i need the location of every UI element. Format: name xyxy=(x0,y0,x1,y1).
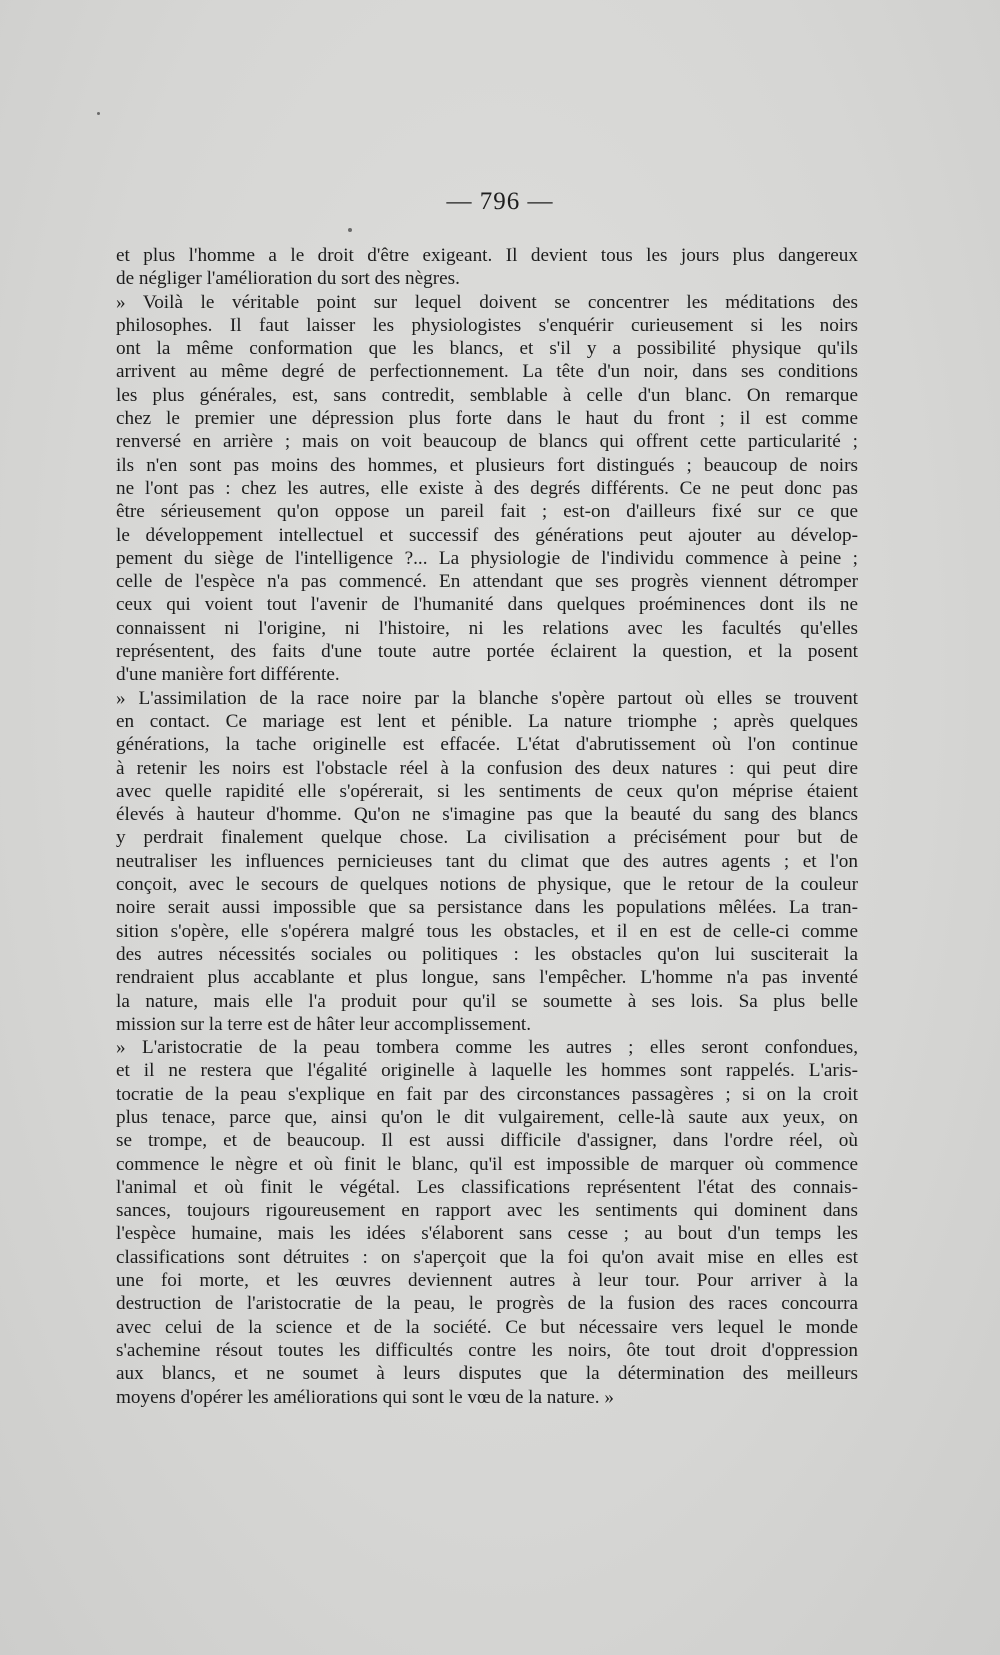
text-line: avec celui de la science et de la société. Ce but nécessaire vers lequel le monde xyxy=(116,1316,858,1338)
text-line: sances, toujours rigoureusement en rapport avec les sentiments qui dominent dans xyxy=(116,1200,858,1222)
text-line: à retenir les noirs est l'obstacle réel à la confusion des deux natures : qui peut dire xyxy=(116,757,858,779)
text-line: celle de l'espèce n'a pas commencé. En attendant que ses progrès viennent détromper xyxy=(116,571,858,593)
text-line: chez le premier une dépression plus forte dans le haut du front ; il est comme xyxy=(116,408,858,430)
text-line: ne l'ont pas : chez les autres, elle existe à des degrés différents. Ce ne peut donc pas xyxy=(116,477,858,499)
text-line: plus tenace, parce que, ainsi qu'on le dit vulgairement, celle-là saute aux yeux, on xyxy=(116,1106,858,1128)
text-line: moyens d'opérer les améliorations qui sont le vœu de la nature. » xyxy=(116,1386,614,1408)
text-line: sition s'opère, elle s'opérera malgré tous les obstacles, et il en est de celle-ci comme xyxy=(116,920,858,942)
text-line: neutraliser les influences pernicieuses tant du climat que des autres agents ; et l'on xyxy=(116,850,858,872)
text-line: y perdrait finalement quelque chose. La civilisation a précisément pour but de xyxy=(116,827,858,849)
text-line: philosophes. Il faut laisser les physiologistes s'enquérir curieusement si les noirs xyxy=(116,314,858,336)
text-line: » L'assimilation de la race noire par la blanche s'opère partout où elles se trouvent xyxy=(116,687,858,709)
text-line: conçoit, avec le secours de quelques notions de physique, que le retour de la couleur xyxy=(116,874,858,896)
text-line: avec quelle rapidité elle s'opérerait, si les sentiments de ceux qu'on méprise étaient xyxy=(116,780,858,802)
text-line: élevés à hauteur d'homme. Qu'on ne s'imagine pas que la beauté du sang des blancs xyxy=(116,804,858,826)
text-line: connaissent ni l'origine, ni l'histoire, ni les relations avec les facultés qu'elles xyxy=(116,617,858,639)
text-line: une foi morte, et les œuvres deviennent autres à leur tour. Pour arriver à la xyxy=(116,1270,858,1292)
text-line: être sérieusement qu'on oppose un pareil fait ; est-on d'ailleurs fixé sur ce que xyxy=(116,501,858,523)
text-line: l'animal et où finit le végétal. Les classifications représentent l'état des connais- xyxy=(116,1176,858,1198)
text-line: l'espèce humaine, mais les idées s'élaborent sans cesse ; au bout d'un temps les xyxy=(116,1223,858,1245)
text-line: ceux qui voient tout l'avenir de l'humanité dans quelques proéminences dont ils ne xyxy=(116,594,858,616)
text-line: tocratie de la peau s'explique en fait par des circonstances passagères ; si on la croit xyxy=(116,1083,858,1105)
ink-speck xyxy=(97,112,100,115)
text-line: le développement intellectuel et successif des générations peut ajouter au dévelop- xyxy=(116,524,858,546)
text-line: la nature, mais elle l'a produit pour qu'il se soumette à ses lois. Sa plus belle xyxy=(116,990,858,1012)
text-line: les plus générales, est, sans contredit, semblable à celle d'un blanc. On remarque xyxy=(116,384,858,406)
text-line: » L'aristocratie de la peau tombera comme les autres ; elles seront confondues, xyxy=(116,1037,858,1059)
text-line: ils n'en sont pas moins des hommes, et plusieurs fort distingués ; beaucoup de noirs xyxy=(116,454,858,476)
text-line: pement du siège de l'intelligence ?... La physiologie de l'individu commence à peine ; xyxy=(116,547,858,569)
text-line: d'une manière fort différente. xyxy=(116,664,340,686)
text-line: arrivent au même degré de perfectionnement. La tête d'un noir, dans ses conditions xyxy=(116,361,858,383)
ink-speck xyxy=(348,228,352,232)
text-line: mission sur la terre est de hâter leur accomplissement. xyxy=(116,1013,532,1035)
text-line: représentent, des faits d'une toute autre portée éclairent la question, et la posent xyxy=(116,641,858,663)
text-line: se trompe, et de beaucoup. Il est aussi difficile d'assigner, dans l'ordre réel, où xyxy=(116,1130,858,1152)
text-line: et plus l'homme a le droit d'être exigeant. Il devient tous les jours plus dangereux xyxy=(116,245,858,266)
text-line: générations, la tache originelle est effacée. L'état d'abrutissement où l'on continue xyxy=(116,734,858,756)
text-line: des autres nécessités sociales ou politiques : les obstacles qu'on lui susciterait la xyxy=(116,943,858,965)
text-line: commence le nègre et où finit le blanc, qu'il est impossible de marquer où commence xyxy=(116,1153,858,1175)
text-line: et il ne restera que l'égalité originelle à laquelle les hommes sont rappelés. L'aris- xyxy=(116,1060,858,1082)
text-line: destruction de l'aristocratie de la peau, le progrès de la fusion des races concourra xyxy=(116,1293,858,1315)
text-line: en contact. Ce mariage est lent et pénible. La nature triomphe ; après quelques xyxy=(116,710,858,732)
text-line: aux blancs, et ne soumet à leurs disputes que la détermination des meilleurs xyxy=(116,1363,858,1385)
text-line: rendraient plus accablante et plus longue, sans l'empêcher. L'homme n'a pas inventé xyxy=(116,967,858,989)
text-line: renversé en arrière ; mais on voit beaucoup de blancs qui offrent cette particularité ; xyxy=(116,431,858,453)
page-number: — 796 — xyxy=(446,188,554,215)
body-text xyxy=(116,244,858,1409)
text-line: » Voilà le véritable point sur lequel doivent se concentrer les méditations des xyxy=(116,291,858,313)
text-line: de négliger l'amélioration du sort des nègres. xyxy=(116,268,460,290)
text-line: ont la même conformation que les blancs, et s'il y a possibilité physique qu'ils xyxy=(116,338,858,360)
text-line: classifications sont détruites : on s'aperçoit que la foi qu'on avait mise en elles est xyxy=(116,1246,858,1268)
text-line: s'achemine résout toutes les difficultés contre les noirs, ôte tout droit d'oppression xyxy=(116,1339,858,1361)
text-line: noire serait aussi impossible que sa persistance dans les populations mêlées. La tran- xyxy=(116,897,858,919)
